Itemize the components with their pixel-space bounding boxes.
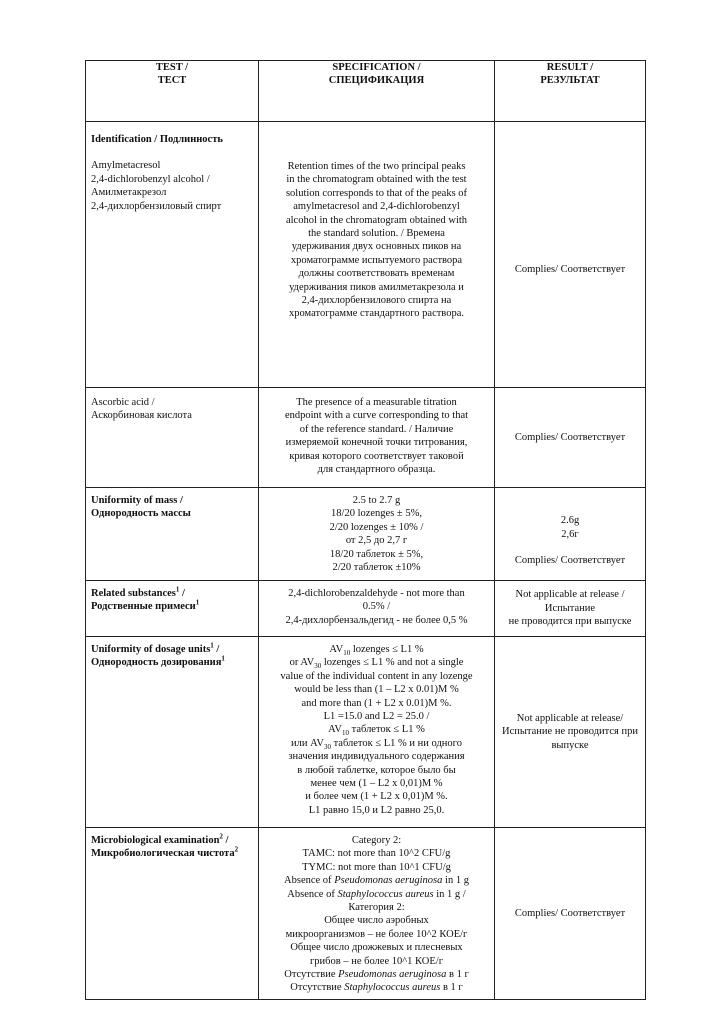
row-uniformity-of-dosage-units <box>86 637 646 828</box>
header-test: TEST / ТЕСТ <box>86 61 259 122</box>
spec-uniformity-of-dosage-units: $AV_{10}$ lozenges ≤ L1 % or $AV_{30}$ lozenges ≤ L1 % and not a single value of the individual content in any lozenge would be less than (1 – L2 x 0.01)M % and more than (1 + L2 x 0.01)M %. L1 =15.0 and L2 = 25.0 / $AV_{10}$ таблеток ≤ L1 % или $AV_{30}$ таблеток ≤ L1 % и ни одного значения индивидуального содержания в любой таблетке, которое было бы менее чем (1 – L2 x 0,01)M % и более чем (1 + L2 x 0,01)M %. L1 равно 15,0 и L2 равно 25,0. <box>259 637 495 828</box>
result-identification: Complies/ Соответствует <box>495 122 646 388</box>
spec-ascorbic-acid: The presence of a measurable titration endpoint with a curve corresponding to that of the reference standard. / Наличие измеряемой конечной точки титрования, кривая которого соответствует таковой для стандартного образца. <box>259 388 495 488</box>
specification-table <box>85 60 646 1000</box>
result-related-substances: Not applicable at release / Испытание не проводится при выпуске <box>495 581 646 637</box>
result-uniformity-of-dosage-units: Not applicable at release/ Испытание не проводится при выпуске <box>495 637 646 828</box>
test-uniformity-of-dosage-units: Uniformity of dosage units$^1$ / Однородность дозирования$^1$ <box>86 637 259 828</box>
header-row <box>86 61 646 122</box>
test-related-substances: Related substances$^1$ / Родственные примеси$^1$ <box>86 581 259 637</box>
result-uniformity-of-mass: 2.6g 2,6г Complies/ Соответствует <box>495 488 646 581</box>
test-uniformity-of-mass: Uniformity of mass / Однородность массы <box>86 488 259 581</box>
row-related-substances <box>86 581 646 637</box>
header-result: RESULT / РЕЗУЛЬТАТ <box>495 61 646 122</box>
row-identification <box>86 122 646 388</box>
row-ascorbic-acid <box>86 388 646 488</box>
test-ascorbic-acid: Ascorbic acid / Аскорбиновая кислота <box>86 388 259 488</box>
spec-uniformity-of-mass: 2.5 to 2.7 g 18/20 lozenges ± 5%, 2/20 lozenges ± 10% / от 2,5 до 2,7 г 18/20 таблеток ± 5%, 2/20 таблеток ±10% <box>259 488 495 581</box>
row-uniformity-of-mass <box>86 488 646 581</box>
spec-related-substances: 2,4-dichlorobenzaldehyde - not more than 0.5% / 2,4-дихлорбензальдегид - не более 0,5 % <box>259 581 495 637</box>
row-microbiological-examination <box>86 828 646 1000</box>
result-ascorbic-acid: Complies/ Соответствует <box>495 388 646 488</box>
test-identification: Identification / Подлинность Amylmetacresol 2,4-dichlorobenzyl alcohol / Амилметакрезол 2,4-дихлорбензиловый спирт <box>86 122 259 388</box>
result-microbiological-examination: Complies/ Соответствует <box>495 828 646 1000</box>
spec-microbiological-examination: Category 2: TAMC: not more than 10^2 CFU/g TYMC: not more than 10^1 CFU/g Absence of Pseudomonas aeruginosa in 1 g Absence of Staphylococcus aureus in 1 g / Категория 2: Общее число аэробных микроорганизмов – не более 10^2 КОЕ/г Общее число дрожжевых и плесневых грибов – не более 10^1 КОЕ/г Отсутствие Pseudomonas aeruginosa в 1 г Отсутствие Staphylococcus aureus в 1 г <box>259 828 495 1000</box>
test-microbiological-examination: Microbiological examination$^2$ / Микробиологическая чистота$^2$ <box>86 828 259 1000</box>
spec-identification: Retention times of the two principal peaks in the chromatogram obtained with the test solution corresponds to that of the peaks of amylmetacresol and 2,4-dichlorobenzyl alcohol in the chromatogram obtained with the standard solution. / Времена удерживания двух основных пиков на хроматограмме испытуемого раствора должны соответствовать временам удерживания пиков амилметакрезола и 2,4-дихлорбензилового спирта на хроматограмме стандартного раствора. <box>259 122 495 388</box>
header-specification: SPECIFICATION / СПЕЦИФИКАЦИЯ <box>259 61 495 122</box>
